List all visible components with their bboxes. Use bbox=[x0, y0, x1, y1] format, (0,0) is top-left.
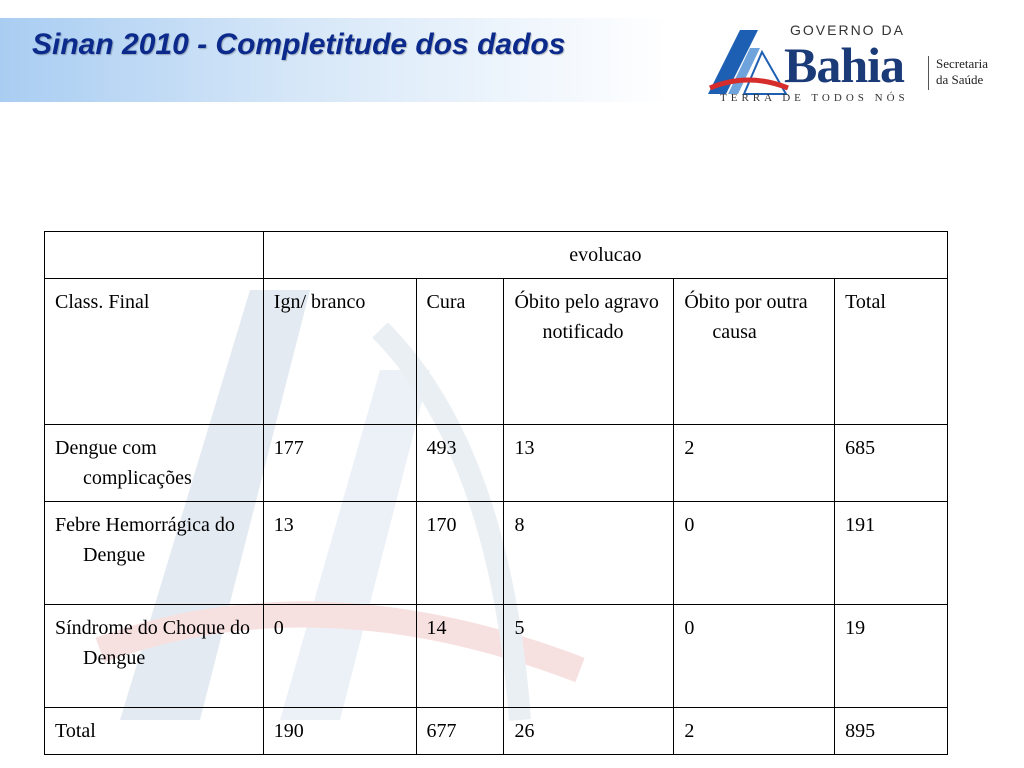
row-label: Total bbox=[45, 708, 264, 755]
logo-separator bbox=[928, 56, 929, 90]
table-cell: 895 bbox=[835, 708, 948, 755]
table-cell: 191 bbox=[835, 502, 948, 605]
table-cell: 13 bbox=[263, 502, 416, 605]
table-cell: 19 bbox=[835, 605, 948, 708]
row-label: Dengue com complicações bbox=[45, 425, 264, 502]
logo-secretaria-line1: Secretaria bbox=[936, 56, 988, 71]
table-row bbox=[45, 425, 948, 502]
table-cell: 2 bbox=[674, 425, 835, 502]
table-group-header-row bbox=[45, 232, 948, 279]
table-cell: 0 bbox=[674, 605, 835, 708]
header-cura: Cura bbox=[416, 279, 504, 425]
table-header-row bbox=[45, 279, 948, 425]
table-cell: 14 bbox=[416, 605, 504, 708]
header-class-final: Class. Final bbox=[45, 279, 264, 425]
logo-secretaria-text bbox=[936, 56, 988, 88]
table-total-row bbox=[45, 708, 948, 755]
table-cell: 2 bbox=[674, 708, 835, 755]
table-cell: 677 bbox=[416, 708, 504, 755]
table-row bbox=[45, 502, 948, 605]
header-obito-outra-causa: Óbito por outra causa bbox=[674, 279, 835, 425]
completitude-table bbox=[44, 231, 948, 755]
table-cell: 0 bbox=[674, 502, 835, 605]
table-cell: 685 bbox=[835, 425, 948, 502]
logo-governo-text: GOVERNO DA bbox=[790, 22, 905, 38]
table-cell: 177 bbox=[263, 425, 416, 502]
logo-tagline: TERRA DE TODOS NÓS bbox=[720, 92, 909, 104]
logo-secretaria-line2: da Saúde bbox=[936, 72, 984, 87]
table-cell: 493 bbox=[416, 425, 504, 502]
header-ign-branco: Ign/ branco bbox=[263, 279, 416, 425]
row-label: Síndrome do Choque do Dengue bbox=[45, 605, 264, 708]
table-row bbox=[45, 605, 948, 708]
table-cell: 0 bbox=[263, 605, 416, 708]
table-cell: 13 bbox=[504, 425, 674, 502]
slide-title: Sinan 2010 - Completitude dos dados bbox=[32, 28, 566, 61]
row-label: Febre Hemorrágica do Dengue bbox=[45, 502, 264, 605]
table-cell: 26 bbox=[504, 708, 674, 755]
table-cell: 170 bbox=[416, 502, 504, 605]
logo-bahia-text: Bahia bbox=[784, 37, 905, 93]
governo-bahia-logo bbox=[704, 18, 1014, 110]
bahia-emblem-icon bbox=[704, 22, 790, 102]
group-header-evolucao: evolucao bbox=[263, 232, 947, 279]
table-corner-cell bbox=[45, 232, 264, 279]
table-cell: 5 bbox=[504, 605, 674, 708]
table-cell: 190 bbox=[263, 708, 416, 755]
header-obito-agravo: Óbito pelo agravo notificado bbox=[504, 279, 674, 425]
table-cell: 8 bbox=[504, 502, 674, 605]
header-total: Total bbox=[835, 279, 948, 425]
